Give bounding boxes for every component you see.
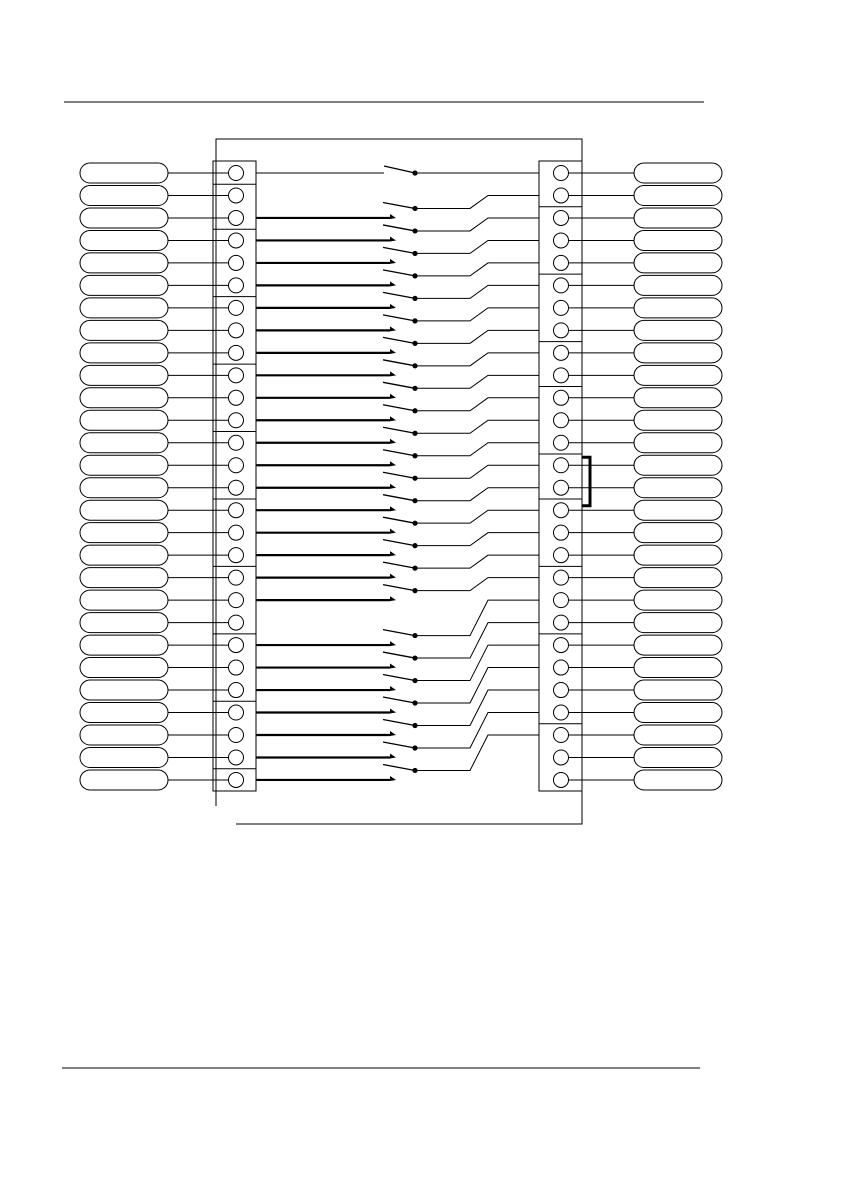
relay-switch bbox=[256, 420, 539, 443]
switch-arrow bbox=[390, 349, 396, 354]
left-terminal-screw bbox=[229, 458, 244, 473]
right-terminal-screw bbox=[554, 772, 569, 787]
left-label-pill bbox=[80, 365, 168, 385]
switch-blade bbox=[383, 675, 415, 681]
switch-blade bbox=[383, 247, 415, 253]
switch-output-wire bbox=[415, 353, 539, 366]
relay-switch bbox=[256, 555, 539, 578]
right-label-pill bbox=[634, 388, 722, 408]
switch-blade bbox=[383, 450, 415, 456]
switch-output-wire bbox=[415, 398, 539, 411]
left-terminal-screw bbox=[229, 728, 244, 743]
left-terminal-screw bbox=[229, 570, 244, 585]
left-label-pill bbox=[80, 500, 168, 520]
switch-blade bbox=[383, 517, 415, 523]
relay-switch bbox=[256, 240, 539, 263]
left-terminal-screw bbox=[229, 390, 244, 405]
left-label-pill bbox=[80, 770, 168, 790]
switch-arrow bbox=[390, 574, 396, 579]
left-label-pill bbox=[80, 388, 168, 408]
right-label-pill bbox=[634, 365, 722, 385]
switch-arrow bbox=[390, 776, 396, 781]
switch-output-wire bbox=[415, 330, 539, 343]
left-terminal-screw bbox=[229, 323, 244, 338]
switch-arrow bbox=[390, 731, 396, 736]
right-terminal-screw bbox=[554, 570, 569, 585]
right-terminal-screw bbox=[554, 705, 569, 720]
switch-arrow bbox=[390, 529, 396, 534]
switch-output-wire bbox=[415, 578, 539, 591]
switch-blade bbox=[383, 337, 415, 343]
left-terminal-screw bbox=[229, 188, 244, 203]
switch-output-wire bbox=[415, 713, 539, 748]
switch-output-wire bbox=[415, 218, 539, 231]
left-terminal-screw bbox=[229, 660, 244, 675]
switch-blade bbox=[383, 427, 415, 433]
left-label-pill bbox=[80, 478, 168, 498]
switch-arrow bbox=[390, 686, 396, 691]
left-terminal-screw bbox=[229, 413, 244, 428]
switch-output-wire bbox=[415, 195, 539, 208]
relay-switch bbox=[256, 578, 539, 601]
switch-arrow bbox=[390, 484, 396, 489]
right-terminal-screw bbox=[554, 750, 569, 765]
switch-arrow bbox=[390, 371, 396, 376]
left-label-pill bbox=[80, 523, 168, 543]
switch-output-wire bbox=[415, 443, 539, 456]
right-label-pill bbox=[634, 725, 722, 745]
left-terminal-screw bbox=[229, 278, 244, 293]
left-terminal-screw bbox=[229, 772, 244, 787]
right-label-pill bbox=[634, 590, 722, 610]
switch-arrow bbox=[390, 596, 396, 601]
right-terminal-bracket bbox=[582, 457, 590, 505]
switch-arrow bbox=[390, 551, 396, 556]
right-terminal-screw bbox=[554, 166, 569, 181]
relay-switch bbox=[256, 218, 539, 241]
relay-switch bbox=[256, 195, 539, 218]
left-label-pill bbox=[80, 680, 168, 700]
left-terminal-screw bbox=[229, 525, 244, 540]
switch-output-wire bbox=[415, 488, 539, 501]
left-label-pill bbox=[80, 230, 168, 250]
switch-arrow bbox=[390, 281, 396, 286]
right-label-pill bbox=[634, 680, 722, 700]
left-label-pill bbox=[80, 590, 168, 610]
switch-blade bbox=[383, 382, 415, 388]
left-terminal-screw bbox=[229, 210, 244, 225]
switch-arrow bbox=[390, 461, 396, 466]
right-label-pill bbox=[634, 747, 722, 767]
left-label-pill bbox=[80, 613, 168, 633]
switch-output-wire bbox=[415, 240, 539, 253]
switch-blade bbox=[383, 360, 415, 366]
right-terminal-screw bbox=[554, 660, 569, 675]
left-terminal-screw bbox=[229, 503, 244, 518]
left-terminal-screw bbox=[229, 750, 244, 765]
right-terminal-screw bbox=[554, 345, 569, 360]
switch-blade bbox=[383, 742, 415, 748]
relay-switch bbox=[256, 308, 539, 331]
relay-switch bbox=[256, 443, 539, 466]
left-terminal-screw bbox=[229, 300, 244, 315]
enclosure-outline bbox=[216, 139, 582, 824]
switch-arrow bbox=[390, 259, 396, 264]
right-label-pill bbox=[634, 613, 722, 633]
right-label-pill bbox=[634, 343, 722, 363]
left-label-pill bbox=[80, 635, 168, 655]
right-terminal-screw bbox=[554, 188, 569, 203]
right-label-pill bbox=[634, 568, 722, 588]
right-terminal-screw bbox=[554, 480, 569, 495]
switch-output-wire bbox=[415, 600, 539, 635]
switch-output-wire bbox=[415, 533, 539, 546]
relay-switch bbox=[256, 533, 539, 556]
switch-arrow bbox=[390, 439, 396, 444]
left-terminal-screw bbox=[229, 638, 244, 653]
right-terminal-screw bbox=[554, 278, 569, 293]
right-label-pill bbox=[634, 410, 722, 430]
right-label-pill bbox=[634, 185, 722, 205]
relay-switch bbox=[256, 398, 539, 421]
right-label-pill bbox=[634, 230, 722, 250]
switch-output-wire bbox=[415, 308, 539, 321]
switch-output-wire bbox=[415, 285, 539, 298]
left-label-pill bbox=[80, 163, 168, 183]
relay-switch bbox=[256, 263, 539, 286]
switch-output-wire bbox=[415, 420, 539, 433]
left-label-pill bbox=[80, 747, 168, 767]
relay-switch bbox=[256, 330, 539, 353]
right-terminal-screw bbox=[554, 390, 569, 405]
left-terminal-screw bbox=[229, 705, 244, 720]
right-label-pill bbox=[634, 523, 722, 543]
left-label-pill bbox=[80, 298, 168, 318]
right-label-pill bbox=[634, 658, 722, 678]
right-terminal-screw bbox=[554, 548, 569, 563]
switch-output-wire bbox=[415, 690, 539, 725]
left-terminal-screw bbox=[229, 593, 244, 608]
switch-arrow bbox=[390, 416, 396, 421]
switch-output-wire bbox=[415, 465, 539, 478]
left-label-pill bbox=[80, 185, 168, 205]
relay-switch bbox=[256, 465, 539, 488]
left-terminal-screw bbox=[229, 548, 244, 563]
switch-output-wire bbox=[415, 735, 539, 770]
right-label-pill bbox=[634, 478, 722, 498]
switch-arrow bbox=[390, 304, 396, 309]
right-terminal-screw bbox=[554, 615, 569, 630]
left-terminal-screw bbox=[229, 255, 244, 270]
left-label-pill bbox=[80, 658, 168, 678]
right-label-pill bbox=[634, 208, 722, 228]
left-label-pill bbox=[80, 253, 168, 273]
switch-blade bbox=[383, 540, 415, 546]
switch-output-wire bbox=[415, 623, 539, 658]
left-label-pill bbox=[80, 208, 168, 228]
switch-arrow bbox=[390, 326, 396, 331]
right-label-pill bbox=[634, 163, 722, 183]
switch-arrow bbox=[390, 709, 396, 714]
switch-blade bbox=[383, 405, 415, 411]
right-label-pill bbox=[634, 770, 722, 790]
right-terminal-screw bbox=[554, 368, 569, 383]
wiring-diagram bbox=[80, 139, 722, 824]
switch-blade bbox=[383, 270, 415, 276]
switch-blade bbox=[383, 315, 415, 321]
right-terminal-screw bbox=[554, 435, 569, 450]
switch-blade bbox=[383, 585, 415, 591]
right-terminal-screw bbox=[554, 728, 569, 743]
left-label-pill bbox=[80, 275, 168, 295]
right-label-pill bbox=[634, 455, 722, 475]
switch-arrow bbox=[390, 214, 396, 219]
left-terminal-screw bbox=[229, 166, 244, 181]
switch-blade bbox=[383, 562, 415, 568]
right-terminal-screw bbox=[554, 323, 569, 338]
right-label-pill bbox=[634, 703, 722, 723]
switch-blade bbox=[383, 225, 415, 231]
left-terminal-screw bbox=[229, 345, 244, 360]
left-label-pill bbox=[80, 455, 168, 475]
switch-blade bbox=[383, 720, 415, 726]
switch-arrow bbox=[390, 753, 396, 758]
left-terminal-screw bbox=[229, 683, 244, 698]
right-terminal-screw bbox=[554, 233, 569, 248]
right-terminal-screw bbox=[554, 638, 569, 653]
switch-arrow bbox=[390, 394, 396, 399]
switch-blade bbox=[383, 495, 415, 501]
switch-blade bbox=[383, 472, 415, 478]
switch-output-wire bbox=[415, 510, 539, 523]
right-label-pill bbox=[634, 635, 722, 655]
left-label-pill bbox=[80, 725, 168, 745]
right-terminal-screw bbox=[554, 458, 569, 473]
right-label-pill bbox=[634, 298, 722, 318]
switch-arrow bbox=[390, 664, 396, 669]
right-label-pill bbox=[634, 253, 722, 273]
relay-switch bbox=[256, 166, 539, 176]
right-label-pill bbox=[634, 500, 722, 520]
relay-switch bbox=[256, 285, 539, 308]
left-label-pill bbox=[80, 703, 168, 723]
relay-switch bbox=[256, 353, 539, 376]
switch-arrow bbox=[390, 506, 396, 511]
left-label-pill bbox=[80, 433, 168, 453]
left-label-pill bbox=[80, 320, 168, 340]
right-terminal-screw bbox=[554, 210, 569, 225]
switch-blade bbox=[383, 292, 415, 298]
switch-output-wire bbox=[415, 668, 539, 703]
left-label-pill bbox=[80, 545, 168, 565]
right-label-pill bbox=[634, 320, 722, 340]
left-terminal-screw bbox=[229, 615, 244, 630]
switch-blade bbox=[383, 630, 415, 636]
right-terminal-screw bbox=[554, 503, 569, 518]
switch-output-wire bbox=[415, 555, 539, 568]
right-terminal-screw bbox=[554, 525, 569, 540]
left-terminal-screw bbox=[229, 233, 244, 248]
right-label-pill bbox=[634, 433, 722, 453]
switch-arrow bbox=[390, 641, 396, 646]
switch-blade bbox=[384, 166, 415, 173]
left-terminal-screw bbox=[229, 480, 244, 495]
right-label-pill bbox=[634, 545, 722, 565]
left-terminal-screw bbox=[229, 368, 244, 383]
right-terminal-screw bbox=[554, 255, 569, 270]
left-label-pill bbox=[80, 568, 168, 588]
left-label-pill bbox=[80, 343, 168, 363]
relay-switch bbox=[256, 510, 539, 533]
switch-blade bbox=[383, 764, 415, 770]
switch-output-wire bbox=[415, 263, 539, 276]
relay-switch bbox=[256, 488, 539, 511]
left-label-pill bbox=[80, 410, 168, 430]
switch-blade bbox=[383, 202, 415, 208]
right-terminal-screw bbox=[554, 593, 569, 608]
switch-blade bbox=[383, 697, 415, 703]
right-terminal-screw bbox=[554, 413, 569, 428]
right-label-pill bbox=[634, 275, 722, 295]
right-terminal-screw bbox=[554, 300, 569, 315]
relay-switch bbox=[256, 375, 539, 398]
switch-output-wire bbox=[415, 645, 539, 680]
switch-output-wire bbox=[415, 375, 539, 388]
right-terminal-screw bbox=[554, 683, 569, 698]
switch-blade bbox=[383, 652, 415, 658]
left-terminal-screw bbox=[229, 435, 244, 450]
switch-arrow bbox=[390, 236, 396, 241]
